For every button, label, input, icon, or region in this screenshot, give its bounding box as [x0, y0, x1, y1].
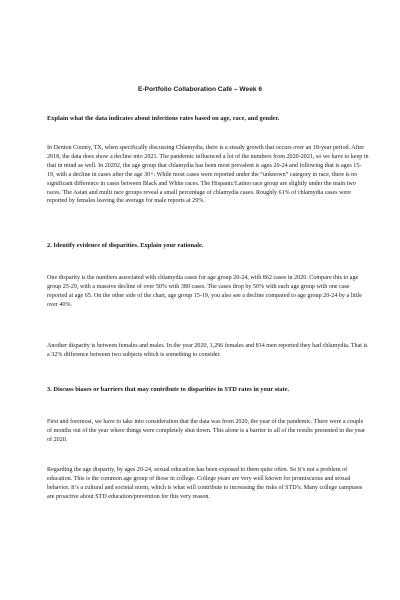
section-3-heading: 3. Discuss biases or barriers that may contribute to disparities in STD rates in your state.: [47, 386, 290, 393]
section-3-paragraph-1: First and foremost, we have to take into consideration that the data was from 2020, the year of the pandemic. There were a couple of months out of the year where things were completely shut down. This alone is a barrier to all of the results presented in the year of 2020.: [47, 419, 366, 443]
section-2-paragraph-2: Another disparity is between females and males. In the year 2020, 1,296 females and 814 men reported they had chlamydia. That is a 32% difference between two subjects which is something to consider.: [47, 343, 368, 358]
section-2-heading: 2. Identify evidence of disparities. Explain your rationale.: [47, 242, 204, 249]
section-3-paragraph-2: Regarding the age disparity, by ages 20-24, sexual education has been exposed to them quite often. So it’s not a problem of education. This is the common age group of those in college. College years are very well known for promiscuous and sexual behavior. It’s a cultural and societal norm, which is what will contribute to increasing the risks of STD’s. Many college campuses are proactive about STD education/prevention for this very reason.: [47, 467, 363, 500]
section-1-paragraph-1: In Denton County, TX, when specifically discussing Chlamydia, there is a steady growth that occurs over an 18-year period. After 2018, the data does show a decline into 2021. The pandemic influenced a lot of the numbers from 2020-2021, so we have to keep in that in mind as well. In 20202, the age group that chlamydia has been most prevalent is ages 20-24 and following that is ages 15-19, with a decline in cases after the age 30+. While most cases were reported under the “unknown” category in race, there is no significant difference in cases between Black and White races. The Hispanic/Latino race group are slightly under the main two races. The Asian and multi race groups reveal a small percentage of chlamydia cases. Roughly 61% of chlamydia cases were reported by females leaving the average for male reports at 29%.: [47, 145, 369, 205]
section-2-paragraph-1: One disparity is the numbers associated with chlamydia cases for age group 20-24, with 862 cases in 2020. Compare this to age group 25-29, with a massive decline of over 50% with 380 cases. The cases drop by 50% with each age group with one case reported at age 65. On the other side of the chart, age group 15-19, you also see a decline compared to age group 20-24 by a little over 40%.: [47, 275, 362, 308]
section-1-heading: Explain what the data indicates about infections rates based on age, race, and gender.: [47, 115, 280, 122]
document-title: E-Portfolio Collaboration Café – Week 6: [137, 86, 263, 93]
